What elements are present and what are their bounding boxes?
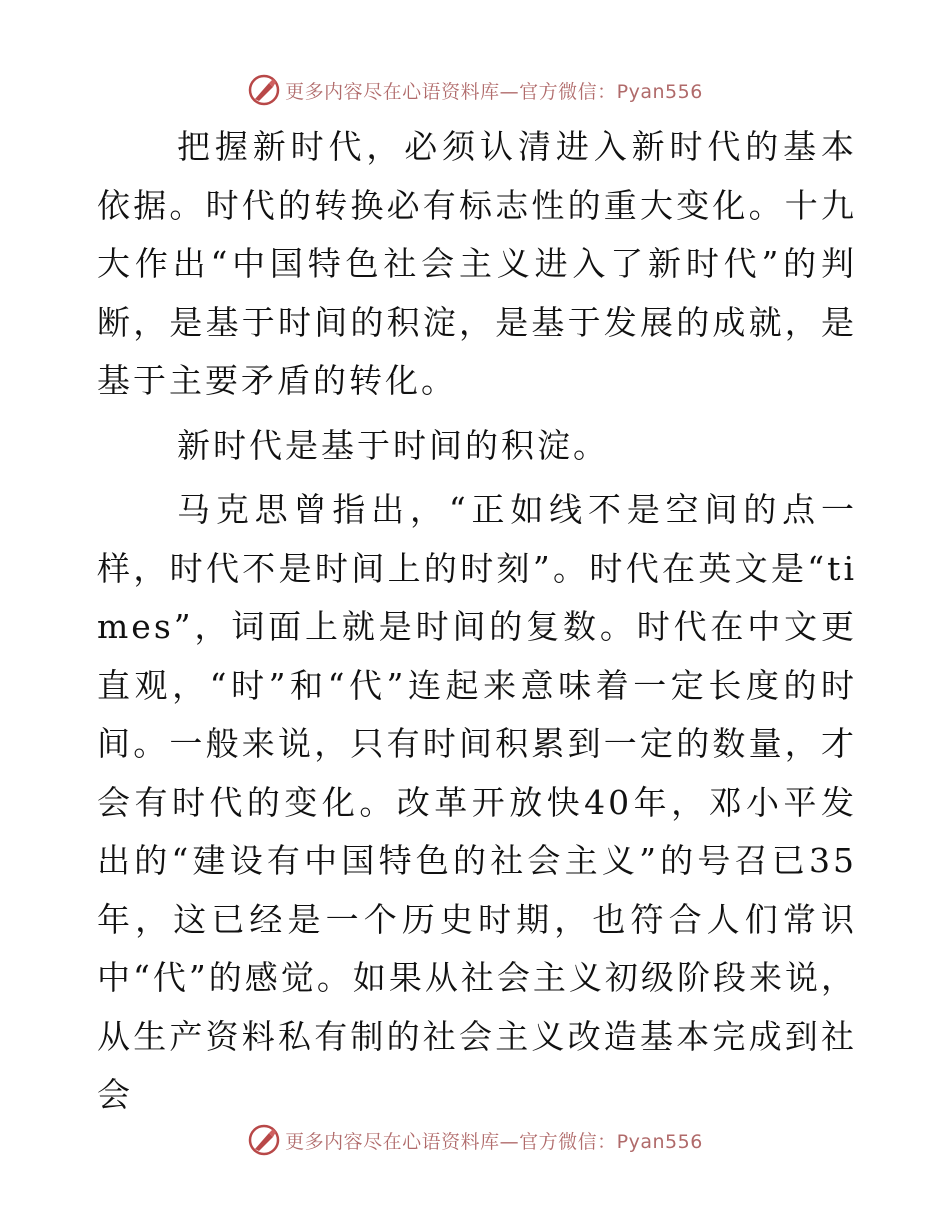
pen-nib-circle-icon (247, 1123, 281, 1157)
banner-text: 更多内容尽在心语资料库—官方微信：Pyan556 (285, 80, 703, 103)
banner-text: 更多内容尽在心语资料库—官方微信：Pyan556 (285, 1130, 703, 1153)
header-banner (0, 70, 950, 110)
paragraph-2: 新时代是基于时间的积淀。 (177, 425, 609, 465)
paragraph-3: 马克思曾指出，“正如线不是空间的点一样，时代不是时间上的时刻”。时代在英文是“times”，词面上就是时间的复数。时代在中文更直观，“时”和“代”连起来意味着一定长度的时间。一般来说，只有时间积累到一定的数量，才会有时代的变化。改革开放快40年，邓小平发出的“建设有中国特色的社会主义”的号召已35年，这已经是一个历史时期，也符合人们常识中“代”的感觉。如果从社会主义初级阶段来说，从生产资料私有制的社会主义改造基本完成到社会 (97, 490, 857, 1114)
document-body (97, 118, 857, 1125)
paragraph-1: 把握新时代，必须认清进入新时代的基本依据。时代的转换必有标志性的重大变化。十九大作出“中国特色社会主义进入了新时代”的判断，是基于时间的积淀，是基于发展的成就，是基于主要矛盾的转化。 (97, 127, 857, 400)
footer-banner (0, 1120, 950, 1160)
pen-nib-circle-icon (247, 73, 281, 107)
